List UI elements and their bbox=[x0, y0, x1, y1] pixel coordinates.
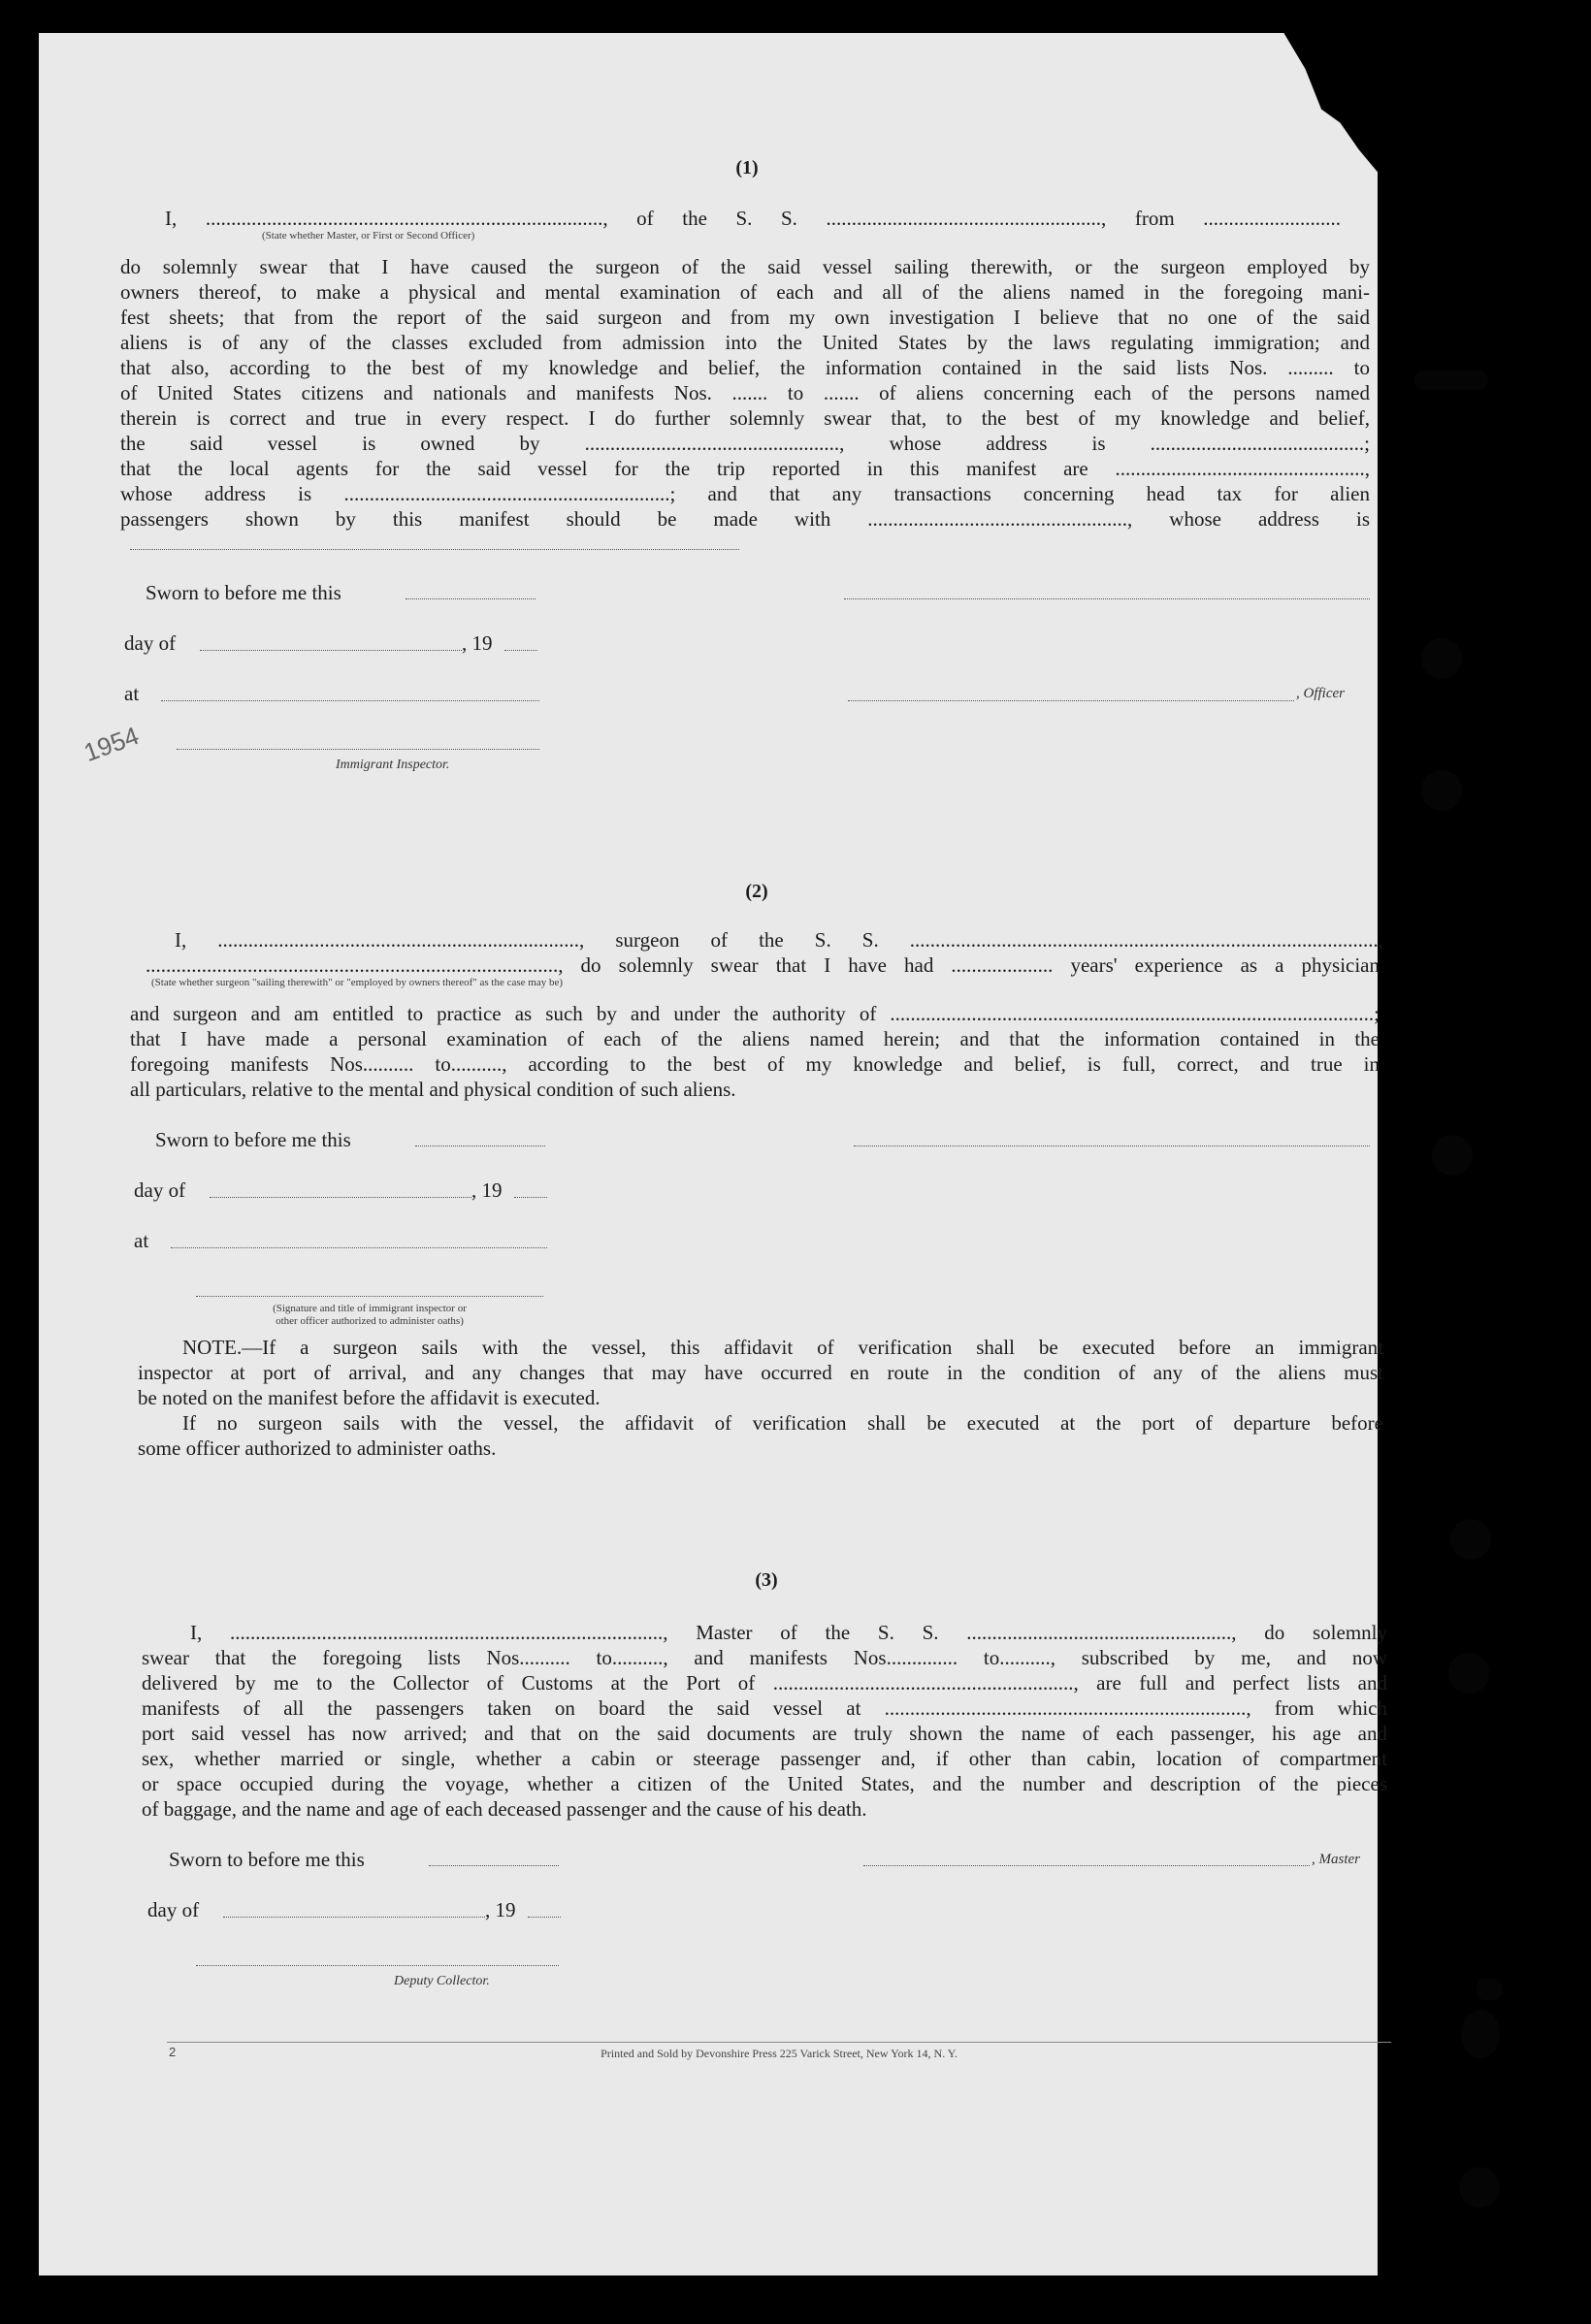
section-3-line-4: manifests of all the passengers taken on board the said vessel at ......................................................................., from which bbox=[142, 1696, 1387, 1720]
section-3-day-of-label: day of bbox=[147, 1898, 200, 1921]
section-3-year-blank bbox=[528, 1917, 561, 1918]
footer-rule bbox=[167, 2042, 1391, 2043]
punch-hole bbox=[1448, 1653, 1489, 1694]
section-2-sworn-label: Sworn to before me this bbox=[155, 1128, 351, 1151]
section-2-intro-line: I, ......................................................................., surgeon of the S. S. ............................................................................................, bbox=[175, 928, 1383, 952]
section-1-year-label: , 19 bbox=[462, 631, 493, 655]
section-2-day-blank bbox=[210, 1197, 471, 1198]
section-2-day-of-label: day of bbox=[134, 1178, 186, 1202]
footer-page-mark: 2 bbox=[169, 2045, 177, 2059]
section-1-inspector-label: Immigrant Inspector. bbox=[336, 758, 450, 772]
section-3-day-blank bbox=[223, 1917, 485, 1918]
punch-hole bbox=[1459, 2167, 1500, 2208]
note-line-3: be noted on the manifest before the affidavit is executed. bbox=[138, 1386, 601, 1409]
section-2-inspector-blank bbox=[196, 1296, 543, 1297]
punch-hole bbox=[1461, 2010, 1500, 2058]
footer-printer-line: Printed and Sold by Devonshire Press 225 Varick Street, New York 14, N. Y. bbox=[601, 2047, 958, 2060]
section-3-sworn-blank bbox=[429, 1865, 559, 1866]
section-1-line-5: that also, according to the best of my knowledge and belief, the information contained in the said lists Nos. ......... to bbox=[120, 356, 1370, 379]
section-3-line-8: of baggage, and the name and age of each deceased passenger and the cause of his death. bbox=[142, 1797, 867, 1821]
section-1-at-blank bbox=[161, 700, 539, 701]
note-line-5: some officer authorized to administer oaths. bbox=[138, 1436, 497, 1460]
section-2-number: (2) bbox=[745, 881, 768, 902]
section-3-deputy-blank bbox=[196, 1965, 559, 1966]
section-3-line-2: swear that the foregoing lists Nos.......... to.........., and manifests Nos.............. to.........., subscribed by me, and now bbox=[142, 1646, 1387, 1669]
section-3-year-label: , 19 bbox=[485, 1898, 516, 1921]
section-2-year-blank bbox=[514, 1197, 547, 1198]
section-2-at-blank bbox=[171, 1247, 547, 1248]
section-3-signature-blank bbox=[863, 1865, 1310, 1866]
punch-hole bbox=[1450, 1519, 1491, 1560]
section-1-inspector-blank bbox=[177, 749, 539, 750]
section-2-signature-note-1: (Signature and title of immigrant inspector or bbox=[273, 1303, 467, 1314]
section-1-line-4: aliens is of any of the classes excluded from admission into the United States by the laws regulating immigration; and bbox=[120, 331, 1370, 354]
section-3-deputy-label: Deputy Collector. bbox=[394, 1974, 490, 1988]
note-line-2: inspector at port of arrival, and any changes that may have occurred en route in the condition of any of the aliens must bbox=[138, 1361, 1383, 1384]
section-1-officer-label: , Officer bbox=[1296, 686, 1345, 701]
section-1-day-of-label: day of bbox=[124, 631, 177, 655]
section-2-line-3: foregoing manifests Nos.......... to.........., according to the best of my knowledge and belief, is full, correct, and true in bbox=[130, 1052, 1380, 1076]
section-1-line-7: therein is correct and true in every respect. I do further solemnly swear that, to the best of my knowledge and belief, bbox=[120, 406, 1370, 430]
section-2-surgeon-note: (State whether surgeon "sailing therewith" or "employed by owners thereof" as the case may be) bbox=[151, 977, 564, 988]
section-1-line-1: do solemnly swear that I have caused the surgeon of the said vessel sailing therewith, or the surgeon employed by bbox=[120, 255, 1370, 278]
section-3-master-label: , Master bbox=[1312, 1852, 1360, 1867]
section-1-day-blank bbox=[200, 650, 462, 651]
section-3-line-3: delivered by me to the Collector of Customs at the Port of ..........................................................., are full and perfect lists and bbox=[142, 1671, 1387, 1695]
section-1-address-blank bbox=[130, 549, 739, 550]
section-1-officer-note: (State whether Master, or First or Second Officer) bbox=[262, 230, 475, 242]
section-1-sworn-label: Sworn to before me this bbox=[146, 581, 341, 604]
handwritten-note: 1954 bbox=[80, 721, 144, 768]
section-1-line-11: passengers shown by this manifest should be made with ..................................................., whose address is bbox=[120, 507, 1370, 531]
section-3-line-1: I, ....................................................................................., Master of the S. S. ...................................................., do solemnly bbox=[190, 1621, 1387, 1644]
section-1-line-3: fest sheets; that from the report of the said surgeon and from my own investigation I believe that no one of the said bbox=[120, 306, 1370, 329]
section-1-sworn-blank bbox=[406, 598, 536, 599]
section-1-at-label: at bbox=[124, 682, 140, 705]
section-3-number: (3) bbox=[755, 1569, 778, 1591]
section-1-intro-line: I, .............................................................................., of the S. S. ......................................................, from ........................... bbox=[165, 207, 1341, 230]
note-line-1: NOTE.—If a surgeon sails with the vessel, this affidavit of verification shall be executed before an immigrant bbox=[182, 1336, 1383, 1359]
section-2-at-label: at bbox=[134, 1229, 149, 1252]
section-1-line-9: that the local agents for the said vessel for the trip reported in this manifest are ................................................., bbox=[120, 457, 1370, 480]
section-3-line-7: or space occupied during the voyage, whether a citizen of the United States, and the number and description of the pieces bbox=[142, 1772, 1387, 1795]
section-3-line-5: port said vessel has now arrived; and that on the said documents are truly shown the name of each passenger, his age and bbox=[142, 1722, 1387, 1745]
punch-hole bbox=[1421, 770, 1462, 811]
ink-smudge bbox=[1414, 371, 1488, 390]
section-1-signature-blank bbox=[844, 598, 1370, 599]
punch-hole bbox=[1421, 638, 1462, 679]
section-1-line-6: of United States citizens and nationals and manifests Nos. ....... to ....... of aliens concerning each of the persons named bbox=[120, 381, 1370, 404]
section-2-signature-note-2: other officer authorized to administer oaths) bbox=[276, 1315, 464, 1327]
section-3-line-6: sex, whether married or single, whether a cabin or steerage passenger and, if other than cabin, location of compartment bbox=[142, 1747, 1387, 1770]
section-1-officer-blank bbox=[848, 700, 1294, 701]
ink-smudge bbox=[1477, 1979, 1502, 2000]
note-line-4: If no surgeon sails with the vessel, the affidavit of verification shall be executed at the port of departure before bbox=[182, 1411, 1383, 1435]
section-3-sworn-label: Sworn to before me this bbox=[169, 1848, 365, 1871]
section-2-line-1: and surgeon and am entitled to practice as such by and under the authority of ...............................................................................................; bbox=[130, 1002, 1380, 1025]
section-2-experience-line: ................................................................................., do solemnly swear that I have had .................... years' experience as a physician bbox=[146, 953, 1380, 977]
section-1-line-2: owners thereof, to make a physical and mental examination of each and all of the aliens named in the foregoing mani- bbox=[120, 280, 1370, 304]
section-1-number: (1) bbox=[735, 157, 759, 178]
section-1-line-8: the said vessel is owned by .................................................., whose address is ..........................................; bbox=[120, 432, 1370, 455]
punch-hole bbox=[1432, 1135, 1473, 1176]
section-1-year-blank bbox=[504, 650, 537, 651]
section-2-year-label: , 19 bbox=[471, 1178, 503, 1202]
section-1-line-10: whose address is ................................................................; and that any transactions concerning head tax for alien bbox=[120, 482, 1370, 505]
section-2-line-4: all particulars, relative to the mental and physical condition of such aliens. bbox=[130, 1078, 736, 1101]
section-2-line-2: that I have made a personal examination of each of the aliens named herein; and that the information contained in the bbox=[130, 1027, 1380, 1050]
